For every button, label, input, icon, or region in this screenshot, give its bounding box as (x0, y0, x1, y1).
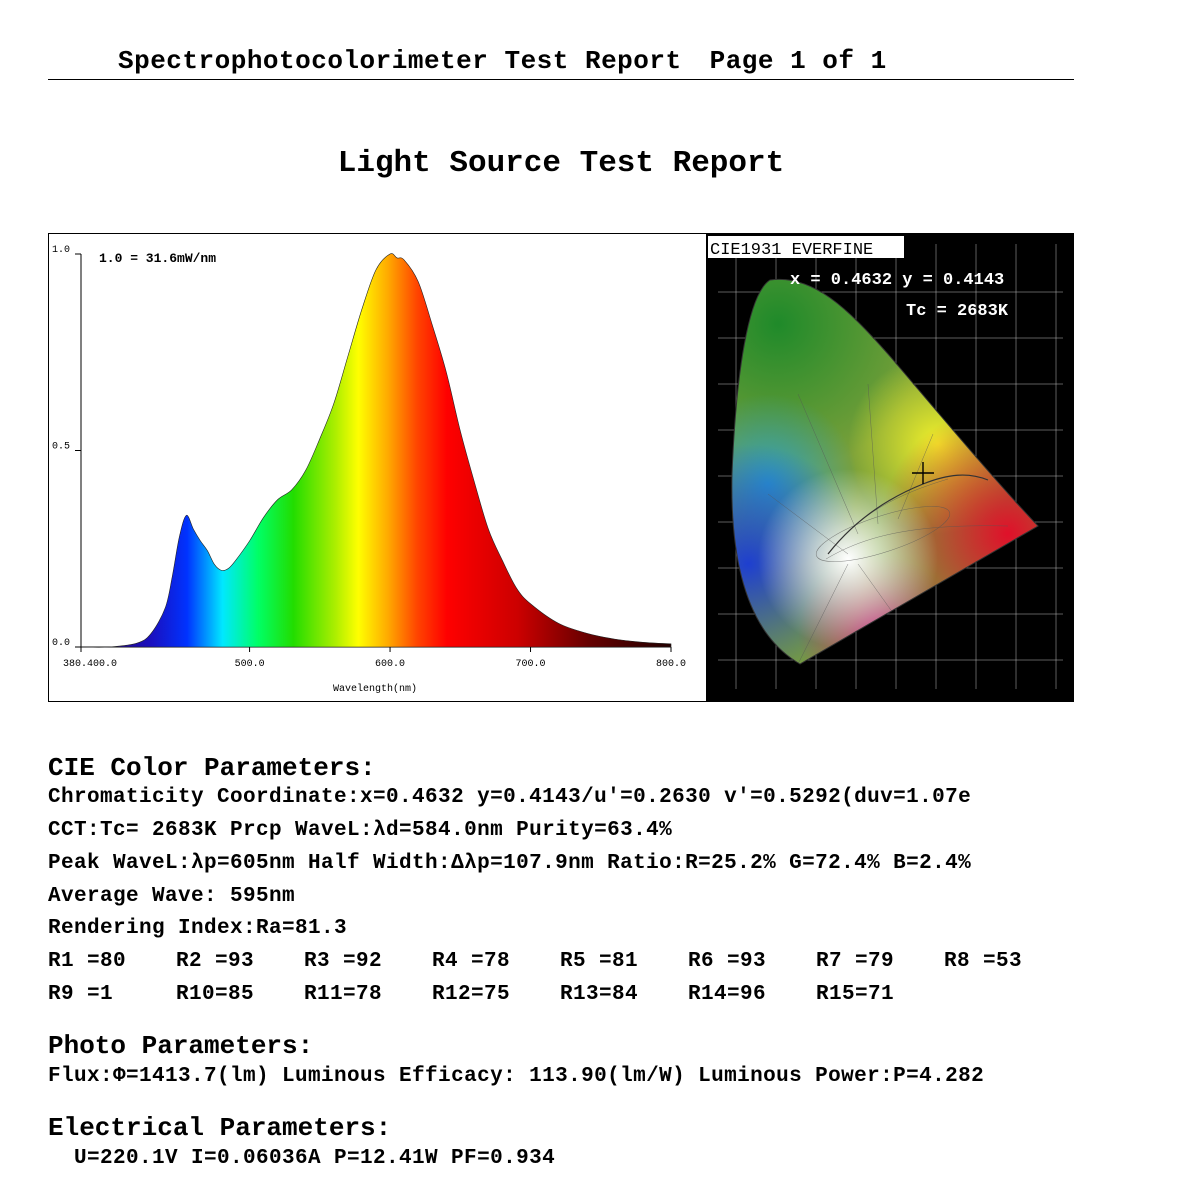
scale-note: 1.0 = 31.6mW/nm (99, 251, 217, 266)
r-value: R3 =92 (304, 950, 383, 973)
chromaticity-line: Chromaticity Coordinate:x=0.4632 y=0.4143/u'=0.2630 v'=0.5292(duv=1.07e (48, 786, 972, 809)
average-wave-line: Average Wave: 595nm (48, 885, 296, 908)
rendering-index-line: Rendering Index:Ra=81.3 (48, 917, 348, 940)
page-label: Page 1 of 1 (709, 46, 887, 76)
spectrum-area (81, 254, 671, 648)
r-value: R1 =80 (48, 950, 127, 973)
x-tick-label: 800.0 (655, 659, 687, 670)
r-value: R6 =93 (688, 950, 767, 973)
spectrum-chart (48, 233, 707, 702)
r-value: R11=78 (304, 983, 383, 1006)
r-value: R10=85 (176, 983, 255, 1006)
r-value: R4 =78 (432, 950, 511, 973)
report-header (118, 46, 915, 76)
r-value: R2 =93 (176, 950, 255, 973)
r-value: R14=96 (688, 983, 767, 1006)
photo-params-line: Flux:Φ=1413.7(lm) Luminous Efficacy: 113.90(lm/W) Luminous Power:P=4.282 (48, 1065, 985, 1088)
cie-coords: x = 0.4632 y = 0.4143 (790, 271, 1005, 290)
r-values-row-1 (48, 950, 1072, 973)
header-rule (48, 79, 1074, 80)
page-title: Light Source Test Report (337, 146, 785, 181)
r-value: R9 =1 (48, 983, 114, 1006)
cct-line: CCT:Tc= 2683K Prcp WaveL:λd=584.0nm Purity=63.4% (48, 819, 673, 842)
x-axis-label: Wavelength(nm) (332, 684, 418, 695)
r-value: R13=84 (560, 983, 639, 1006)
photo-params-heading: Photo Parameters: (48, 1031, 314, 1061)
y-tick-label: 0.0 (52, 638, 71, 649)
report-name: Spectrophotocolorimeter Test Report (118, 46, 682, 76)
r-value: R15=71 (816, 983, 895, 1006)
r-value: R12=75 (432, 983, 511, 1006)
spectrum-svg (49, 234, 706, 701)
r-value: R8 =53 (944, 950, 1023, 973)
cie-tc: Tc = 2683K (906, 302, 1009, 321)
y-tick-label: 0.5 (52, 441, 71, 453)
color-params-heading: CIE Color Parameters: (48, 753, 376, 783)
r-values-row-2 (48, 983, 944, 1006)
peak-line: Peak WaveL:λp=605nm Half Width:Δλp=107.9nm Ratio:R=25.2% G=72.4% B=2.4% (48, 852, 972, 875)
x-tick-label: 700.0 (515, 659, 546, 670)
cie-svg (708, 234, 1073, 701)
x-tick-label: 500.0 (234, 659, 265, 670)
r-value: R7 =79 (816, 950, 895, 973)
electrical-params-line: U=220.1V I=0.06036A P=12.41W PF=0.934 (74, 1147, 556, 1170)
x-tick-label: 600.0 (375, 659, 406, 670)
cie-diagram (707, 233, 1074, 702)
r-value: R5 =81 (560, 950, 639, 973)
x-tick-label: 380.400.0 (63, 659, 118, 670)
chromaticity-gamut (708, 234, 1073, 701)
electrical-params-heading: Electrical Parameters: (48, 1113, 392, 1143)
y-tick-label: 1.0 (52, 245, 71, 256)
cie-label: CIE1931 EVERFINE (710, 241, 874, 260)
